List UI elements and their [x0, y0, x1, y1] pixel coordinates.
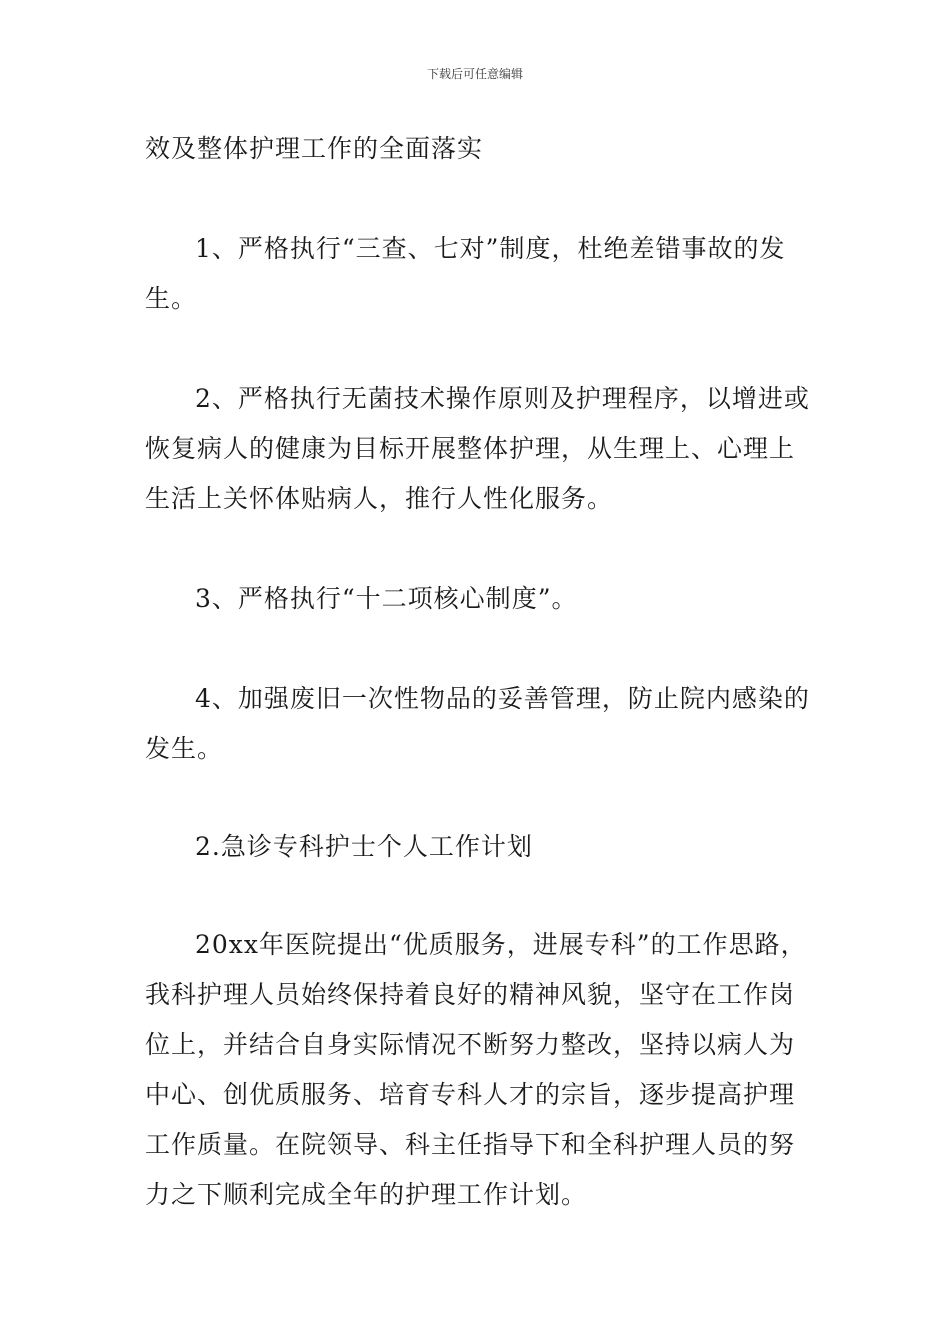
section-heading-text: 2.急诊专科护士个人工作计划 [195, 832, 533, 861]
paragraph-item-3 [145, 574, 815, 624]
page-header: 下载后可任意编辑 [426, 67, 523, 81]
paragraph-item-1 [145, 224, 815, 324]
paragraph-text: 20xx年医院提出“优质服务，进展专科”的工作思路，我科护理人员始终保持着良好的精神风貌，坚守在工作岗位上，并结合自身实际情况不断努力整改，坚持以病人为中心、创优质服务、培育专科人才的宗旨，逐步提高护理工作质量。在院领导、科主任指导下和全科护理人员的努力之下顺利完成全年的护理工作计划。 [145, 930, 807, 1209]
section-heading [145, 822, 815, 872]
paragraph-text: 2、严格执行无菌技术操作原则及护理程序，以增进或恢复病人的健康为目标开展整体护理，从生理上、心理上生活上关怀体贴病人，推行人性化服务。 [145, 384, 810, 513]
paragraph-item-4 [145, 674, 815, 774]
paragraph-continuation [145, 124, 815, 174]
paragraph-item-2 [145, 374, 815, 524]
paragraph-text: 4、加强废旧一次性物品的妥善管理，防止院内感染的发生。 [145, 684, 810, 763]
paragraph-text: 效及整体护理工作的全面落实 [145, 134, 484, 163]
paragraph-intro [145, 920, 815, 1220]
paragraph-text: 3、严格执行“十二项核心制度”。 [195, 584, 578, 613]
paragraph-text: 1、严格执行“三查、七对”制度，杜绝差错事故的发生。 [145, 234, 786, 313]
